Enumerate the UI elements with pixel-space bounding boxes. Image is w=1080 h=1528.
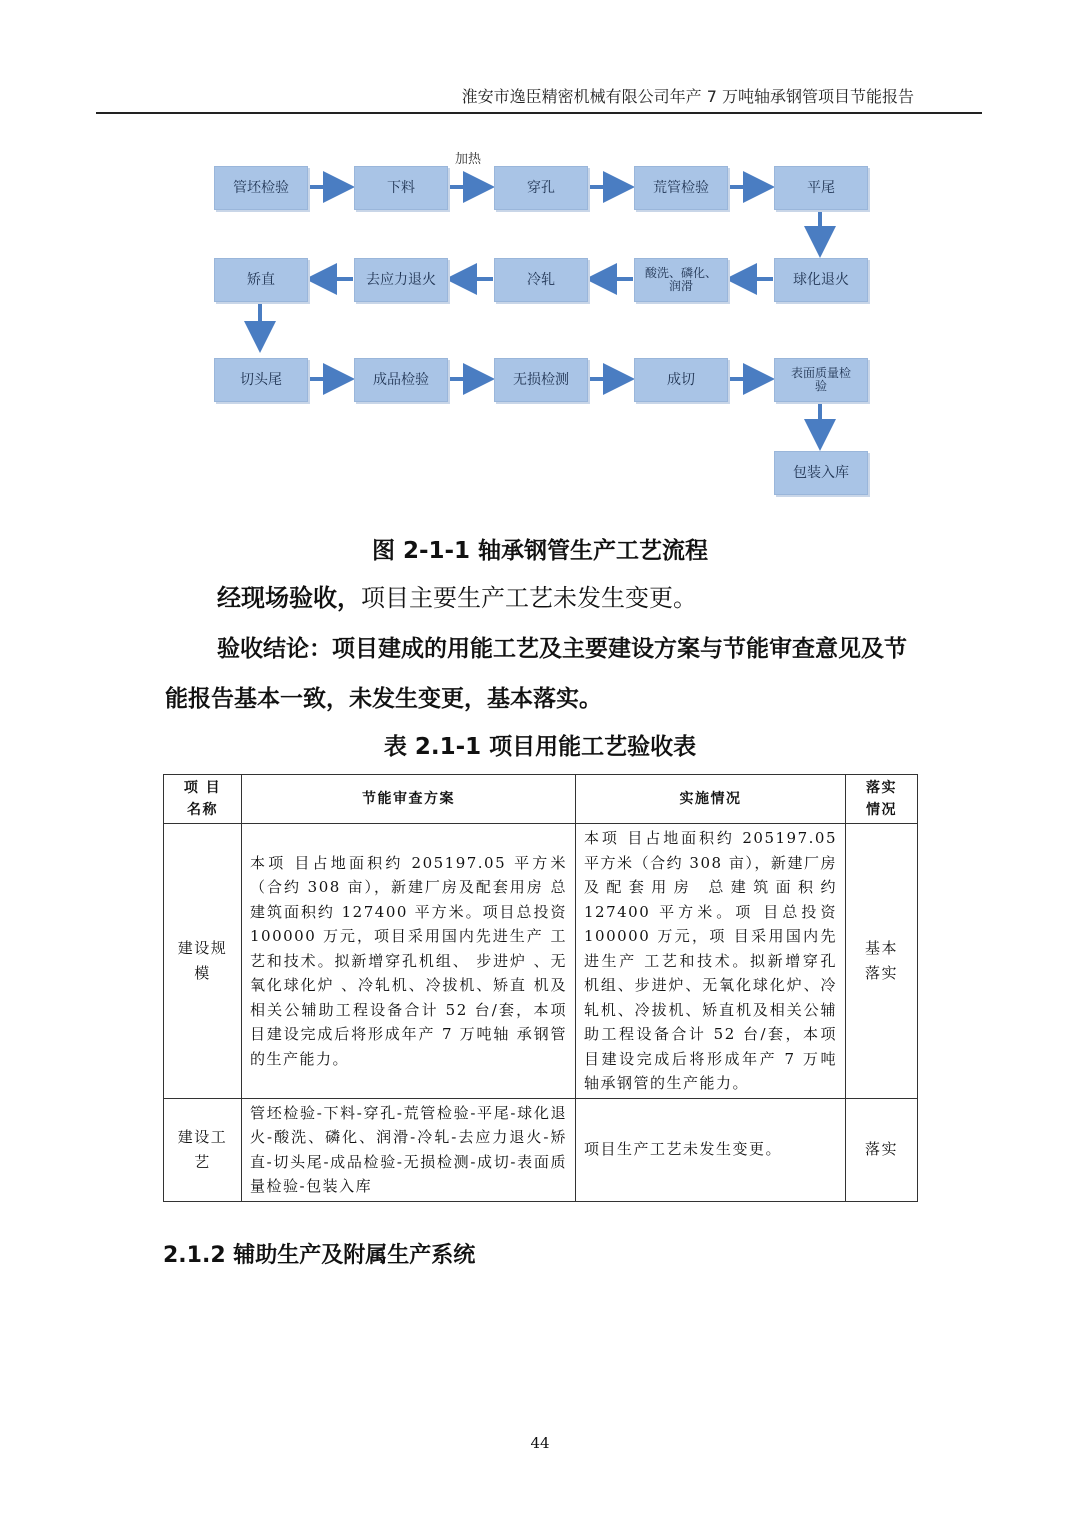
flow-step: 下料 <box>354 166 448 210</box>
section-heading: 2.1.2 辅助生产及附属生产系统 <box>163 1243 476 1268</box>
table-row <box>164 1098 918 1201</box>
flow-step: 酸洗、磷化、 润滑 <box>634 258 728 302</box>
paragraph-2: 验收结论：项目建成的用能工艺及主要建设方案与节能审查意见及节能报告基本一致，未发生变更，基本落实。 <box>165 636 907 712</box>
paragraph-1-bold: 经现场验收， <box>217 584 361 612</box>
header-plan: 节能审查方案 <box>242 775 576 824</box>
process-flowchart <box>0 0 1080 520</box>
flow-step: 矫直 <box>214 258 308 302</box>
flow-step: 平尾 <box>774 166 868 210</box>
paragraph-1-rest: 项目主要生产工艺未发生变更。 <box>361 584 697 612</box>
acceptance-table <box>163 774 918 1202</box>
cell-plan: 管坯检验-下料-穿孔-荒管检验-平尾-球化退火-酸洗、磷化、润滑-冷轧-去应力退火-矫直-切头尾-成品检验-无损检测-成切-表面质量检验-包装入库 <box>242 1098 576 1201</box>
table-caption: 表 2.1-1 项目用能工艺验收表 <box>383 734 697 760</box>
flow-step: 球化退火 <box>774 258 868 302</box>
table-row <box>164 824 918 1099</box>
cell-status: 基本 落实 <box>846 824 918 1099</box>
heat-label: 加热 <box>455 152 482 167</box>
flow-step-end: 包装入库 <box>774 451 868 495</box>
page-number: 44 <box>530 1434 550 1452</box>
figure-caption: 图 2-1-1 轴承钢管生产工艺流程 <box>371 538 709 564</box>
flow-step: 表面质量检 验 <box>774 358 868 402</box>
header-impl: 实施情况 <box>576 775 846 824</box>
cell-name: 建设规模 <box>164 824 242 1099</box>
flow-step: 去应力退火 <box>354 258 448 302</box>
header-status: 落实 情况 <box>846 775 918 824</box>
flow-step: 成品检验 <box>354 358 448 402</box>
cell-impl: 本项 目占地面积约 205197.05 平方米（合约 308 亩），新建厂房及配套用房 总建筑面积约 127400 平方米。项 目总投资 100000 万元，项 目采用国内先进生产 工艺和技术。拟新增穿孔机组、步进炉、无氧化球化炉、冷轧机、冷拔机、矫直机及相关公辅助工程设备合计 52 台/套，本项目建设完成后将形成年产 7 万吨轴承钢管的生产能力。 <box>576 824 846 1099</box>
header-title: 淮安市逸臣精密机械有限公司年产 7 万吨轴承钢管项目节能报告 <box>461 87 914 106</box>
cell-plan: 本项 目占地面积约 205197.05 平方米（合约 308 亩），新建厂房及配套用房 总建筑面积约 127400 平方米。项目总投资 100000 万元，项目采用国内先进生产 工艺和技术。拟新增穿孔机组、 步进炉 、无氧化球化炉 、冷轧机、冷拔机、矫直 机及相关公辅助工程设备合计 52 台/套，本项目建设完成后将形成年产 7 万吨轴 承钢管的生产能力。 <box>242 824 576 1099</box>
flow-step: 穿孔 <box>494 166 588 210</box>
cell-status: 落实 <box>846 1098 918 1201</box>
flow-step: 切头尾 <box>214 358 308 402</box>
header-name: 项 目 名称 <box>164 775 242 824</box>
cell-impl: 项目生产工艺未发生变更。 <box>576 1098 846 1201</box>
flow-step: 无损检测 <box>494 358 588 402</box>
cell-name: 建设工艺 <box>164 1098 242 1201</box>
table-header-row <box>164 775 918 824</box>
paragraph-1 <box>217 574 917 622</box>
flow-step: 管坯检验 <box>214 166 308 210</box>
flow-step: 成切 <box>634 358 728 402</box>
flow-step: 荒管检验 <box>634 166 728 210</box>
flow-step: 冷轧 <box>494 258 588 302</box>
